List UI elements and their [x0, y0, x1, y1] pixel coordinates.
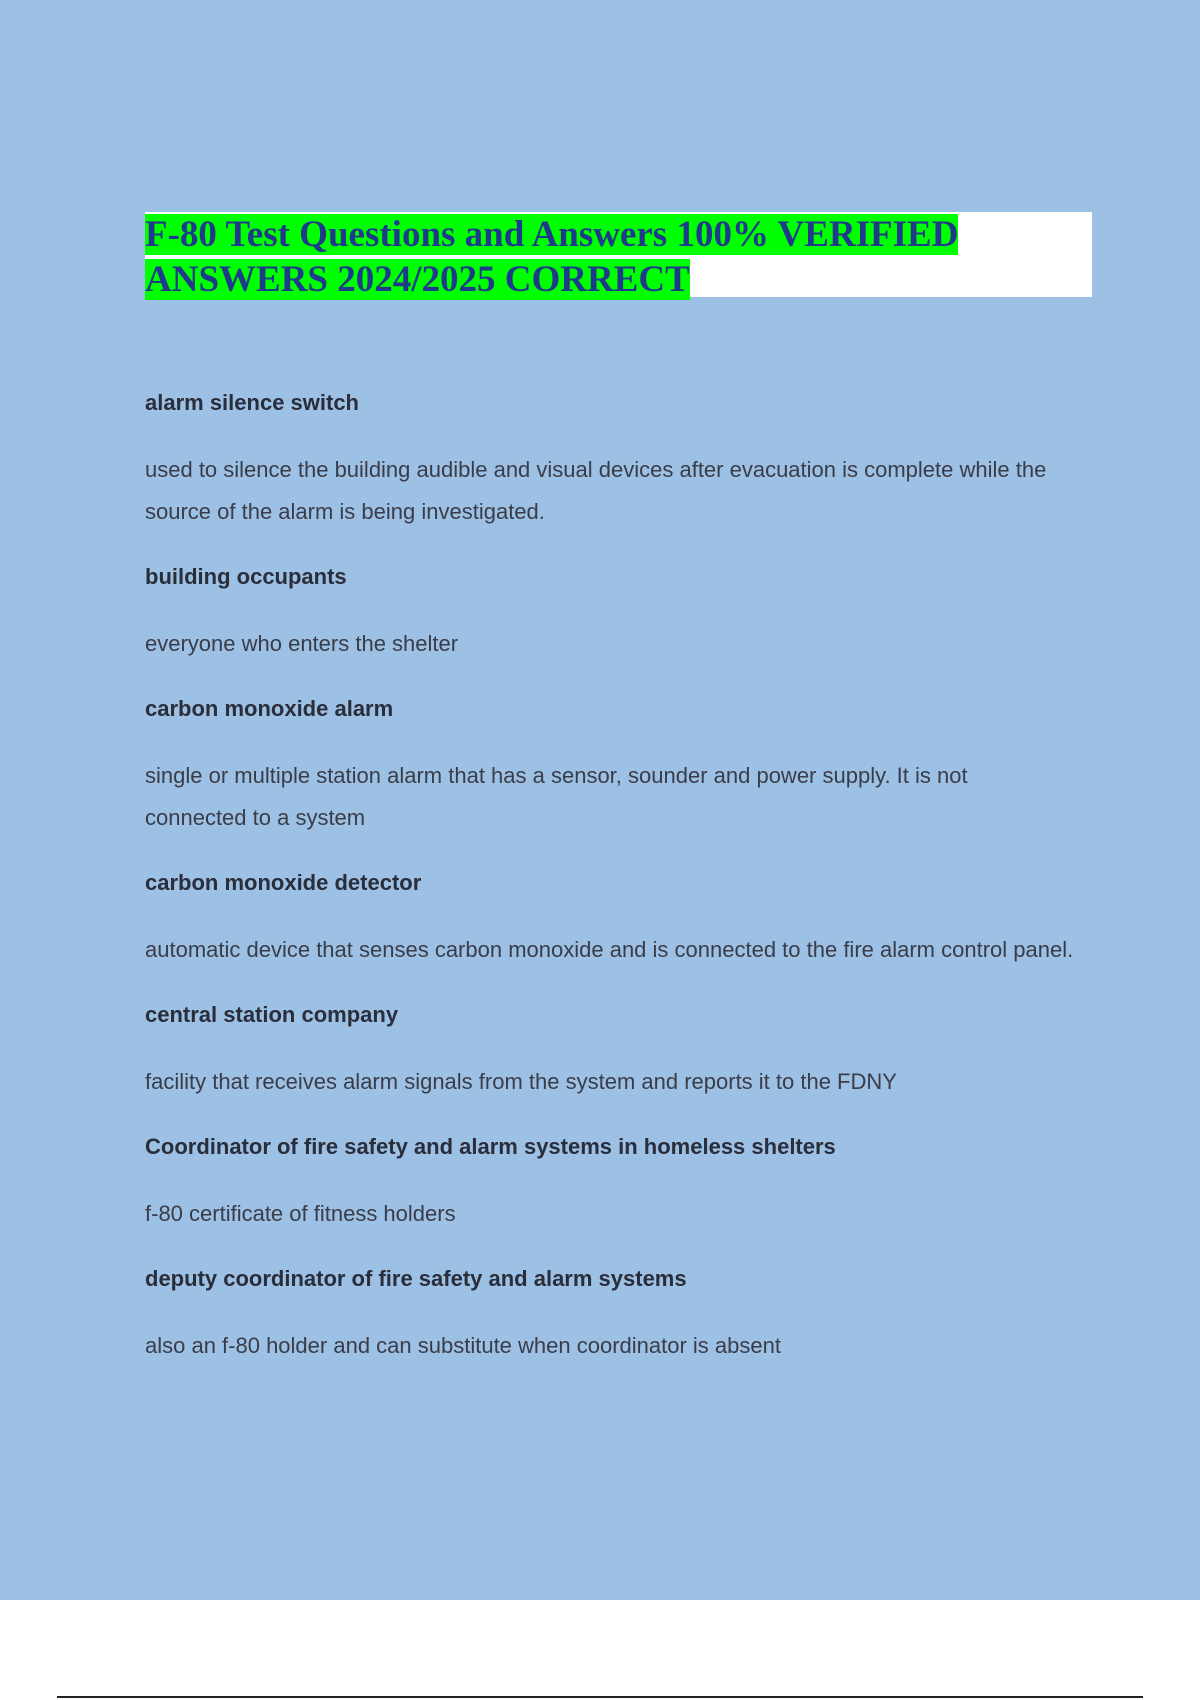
- glossary-entry: [145, 995, 1075, 1103]
- term: central station company: [145, 1002, 399, 1027]
- term: carbon monoxide alarm: [145, 696, 394, 721]
- glossary-entry: [145, 1127, 1075, 1235]
- definition: also an f-80 holder and can substitute when coordinator is absent: [145, 1333, 781, 1358]
- glossary-entry: [145, 557, 1075, 665]
- glossary-entry: [145, 1259, 1075, 1367]
- definition: facility that receives alarm signals from the system and reports it to the FDNY: [145, 1069, 897, 1094]
- footer-rule: [57, 1696, 1143, 1698]
- definition: single or multiple station alarm that has a sensor, sounder and power supply. It is not connected to a system: [145, 763, 968, 830]
- term: building occupants: [145, 564, 347, 589]
- term: carbon monoxide detector: [145, 870, 422, 895]
- document-title: [145, 212, 965, 302]
- glossary-entry: [145, 863, 1075, 971]
- term: deputy coordinator of fire safety and alarm systems: [145, 1266, 687, 1291]
- title-highlight: F-80 Test Questions and Answers 100% VERIFIED ANSWERS 2024/2025 CORRECT: [145, 214, 959, 300]
- glossary-entry: [145, 383, 1075, 533]
- glossary-list: [145, 383, 1075, 1391]
- term: alarm silence switch: [145, 390, 359, 415]
- definition: automatic device that senses carbon monoxide and is connected to the fire alarm control panel.: [145, 937, 1074, 962]
- glossary-entry: [145, 689, 1075, 839]
- definition: f-80 certificate of fitness holders: [145, 1201, 456, 1226]
- definition: used to silence the building audible and visual devices after evacuation is complete while the source of the alarm is being investigated.: [145, 457, 1047, 524]
- term: Coordinator of fire safety and alarm systems in homeless shelters: [145, 1134, 836, 1159]
- definition: everyone who enters the shelter: [145, 631, 459, 656]
